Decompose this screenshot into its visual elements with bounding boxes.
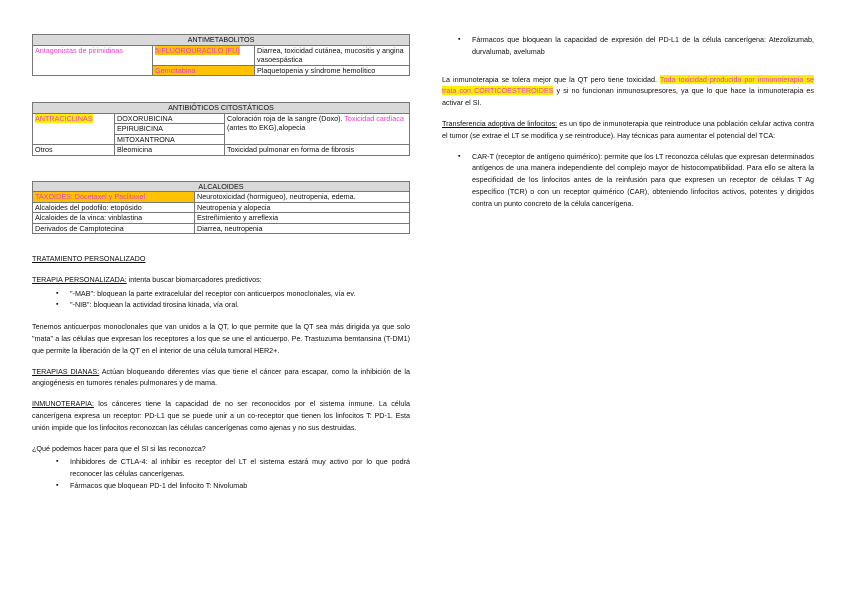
terapia-paragraph: TERAPIA PERSONALIZADA: intenta buscar biomarcadores predictivos:: [32, 274, 262, 284]
drug-name: Derivados de Camptotecina: [33, 223, 195, 234]
transferencia-paragraph: Transferencia adoptiva de linfocitos: es un tipo de inmunoterapia que reintroduce una población celular activa contra el tumor (se extrae el LT se modifica y se reintroduce). Hay técnicas para aumentar el potencial del TCA:: [442, 118, 814, 140]
drug-effect: Coloración roja de la sangre (Doxo). Toxicidad cardíaca (antes tto EKG),alopecia: [225, 113, 410, 145]
dianas-label: TERAPIAS DIANAS:: [32, 366, 100, 376]
drug-effect: Toxicidad pulmonar en forma de fibrosis: [225, 145, 410, 156]
list-item: ▪ "-NIB": bloquean la actividad tirosina kinada, vía oral.: [32, 299, 410, 311]
tolerancia-paragraph: La inmunoterapia se tolera mejor que la QT pero tiene toxicidad. Toda toxicidad producida por inmunoterapia se trata con CORTICOESTEROIDES y si no funcionan inmunosupresores, ya que lo que hace la inmunoterapia es activar el SI.: [442, 74, 814, 108]
antimetabolitos-table: [32, 34, 410, 76]
drug-name: EPIRUBICINA: [115, 124, 225, 135]
drug-name: Gemcitabina: [153, 65, 255, 76]
list-item: ▪ Fármacos que bloquean PD-1 del linfocito T: Nivolumab: [32, 480, 410, 492]
dianas-paragraph: TERAPIAS DIANAS: Actúan bloqueando diferentes vías que tiene el cáncer para escapar, como la inhibición de la angiogénesis en tumores renales pulmonares y de mama.: [32, 366, 410, 388]
drug-name: Bleomicina: [115, 145, 225, 156]
right-column: [442, 34, 814, 220]
question-text: ¿Qué podemos hacer para que el SI si las reconozca?: [32, 443, 206, 453]
drug-effect: Estreñimiento y arreflexia: [195, 213, 410, 224]
table-header: ANTIBIÓTICOS CITOSTÁTICOS: [33, 103, 410, 114]
drug-effect: Neutropenia y alopecia: [195, 202, 410, 213]
section-title-tratamiento: TRATAMIENTO PERSONALIZADO: [32, 254, 146, 263]
terapia-label: TERAPIA PERSONALIZADA:: [32, 274, 127, 284]
transferencia-label: Transferencia adoptiva de linfocitos:: [442, 118, 558, 128]
drug-name: 5-FLUOROURACILO (FU): [153, 45, 255, 65]
drug-name: Alcaloides del podofilo: etopósido: [33, 202, 195, 213]
cart-bullet-list: [442, 151, 814, 210]
list-item: ▪ "-MAB": bloquean la parte extracelular del receptor con anticuerpos monoclonales, vía ev.: [32, 288, 410, 300]
terapia-bullet-list: [32, 288, 410, 312]
list-item: ▪ Inhibidores de CTLA-4: al inhibir es receptor del LT el sistema estará muy activo por lo que podrá reconocer las células cancerígenas.: [32, 456, 410, 480]
inmunoterapia-paragraph: INMUNOTERAPIA: los cánceres tiene la capacidad de no ser reconocidos por el sistema inmune. La célula cancerígena expresa un receptor: PD-L1 que se puede unir a un co-receptor que tienen los linfocitos T: PD-1. Esta unión impide que los linfocitos reconozcan las células cancerígenas como ajenas y no sus destruidas.: [32, 399, 410, 432]
list-item: ▪ CAR-T (receptor de antígeno quimérico): permite que los LT reconozca células que expresan determinados antígenos de una manera independiente del complejo mayor de histocompatibilidad. Para ello se altera la especificidad de los linfocitos antes de la reinfusión para que expresen un receptor de células T Ag específico (TCR) o con un receptor quimérico (CAR), obteniendo linfocitos activos, potentes y dirigidos contra un punto concreto de la célula cancerígena.: [442, 151, 814, 210]
table-header: ANTIMETABOLITOS: [33, 35, 410, 46]
drug-name: MITOXANTRONA: [115, 134, 225, 145]
antibioticos-table: [32, 102, 410, 156]
drug-effect: Plaquetopenia y síndrome hemolítico: [255, 65, 410, 76]
inmuno-bullet-list: [32, 456, 410, 491]
list-item: ▪ Fármacos que bloquean la capacidad de expresión del PD-L1 de la célula cancerígena: Atezolizumab, durvalumab, avelumab: [442, 34, 814, 58]
drug-name: Alcaloides de la vinca: vinblastina: [33, 213, 195, 224]
corticoides-highlight: Toda toxicidad producida por inmunoterapia se trata con CORTICOESTEROIDES: [442, 74, 814, 96]
drug-group: ANTRACICLINAS: [33, 113, 115, 145]
alcaloides-table: [32, 181, 410, 235]
pdl1-bullet-list: [442, 34, 814, 58]
drug-effect: Diarrea, neutropenia: [195, 223, 410, 234]
drug-name: TAXOIDES: Docetaxel y Paclitaxel: [33, 192, 195, 203]
drug-effect: Diarrea, toxicidad cutánea, mucositis y angina vasoespástica: [255, 45, 410, 65]
drug-effect: Neurotoxicidad (hormigueo), neutropenia, edema.: [195, 192, 410, 203]
anticuerpos-paragraph: Tenemos anticuerpos monoclonales que van unidos a la QT, lo que permite que la QT sea más dirigida ya que solo "mata" a las células que expresan los receptores a los que se une el anticuerpo. Pe. Trastuzuma bemtansina (T-DM1) que permite la liberación de la QT en el interior de una célula tumoral HER2+.: [32, 322, 410, 355]
table-header: ALCALOIDES: [33, 181, 410, 192]
inmunoterapia-label: INMUNOTERAPIA:: [32, 399, 94, 409]
left-column: [32, 34, 410, 502]
drug-name: DOXORUBICINA: [115, 113, 225, 124]
drug-group: Antagonistas de pirimidinas: [33, 45, 153, 76]
drug-group: Otros: [33, 145, 115, 156]
